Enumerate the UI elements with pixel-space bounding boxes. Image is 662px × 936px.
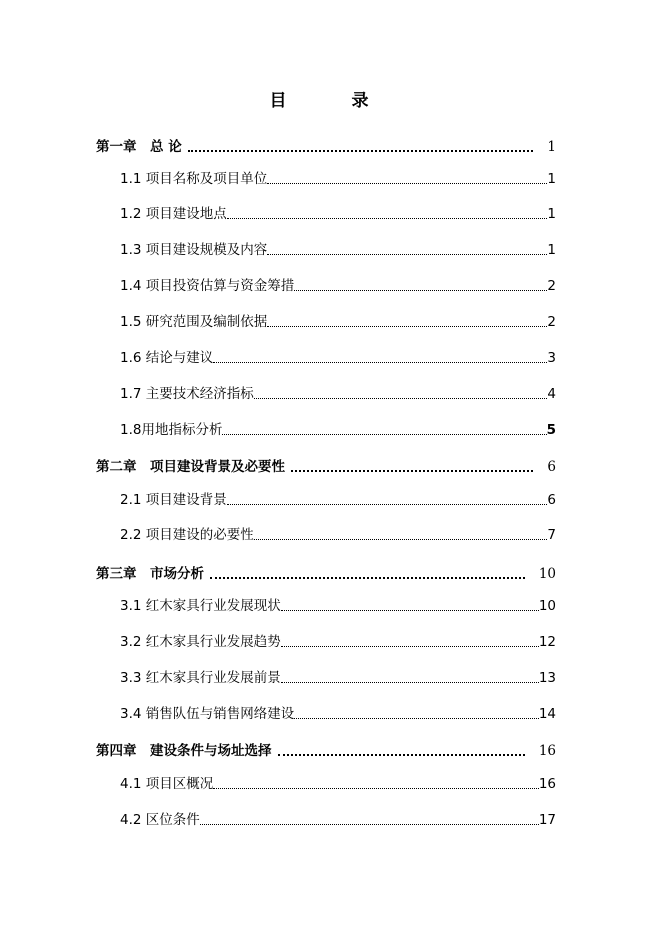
toc-entry-chapter-4[interactable] xyxy=(96,740,556,760)
toc-entry-page: 2 xyxy=(547,314,556,330)
toc-entry-section-1-6[interactable] xyxy=(120,347,556,367)
dot-leader xyxy=(200,824,539,825)
toc-entry-section-3-4[interactable] xyxy=(120,703,556,723)
toc-entry-section-3-2[interactable] xyxy=(120,631,556,651)
dot-leader xyxy=(294,718,539,719)
dot-leader xyxy=(267,326,547,327)
toc-entry-page: 1 xyxy=(547,171,556,187)
toc-entry-chapter-3[interactable] xyxy=(96,563,556,583)
toc-entry-section-1-1[interactable] xyxy=(120,168,556,188)
toc-entry-page: 17 xyxy=(538,812,556,828)
toc-entry-label: 1.5 研究范围及编制依据 xyxy=(120,314,268,330)
toc-entry-label: 1.2 项目建设地点 xyxy=(120,206,227,222)
dot-leader xyxy=(213,788,539,789)
dot-leader xyxy=(281,646,539,647)
toc-entry-label: 第二章 项目建设背景及必要性 xyxy=(96,459,285,475)
toc-entry-section-1-2[interactable] xyxy=(120,203,556,223)
toc-entry-page: 10 xyxy=(538,566,556,582)
toc-entry-label: 1.8用地指标分析 xyxy=(120,422,223,438)
toc-entry-section-2-1[interactable] xyxy=(120,489,556,509)
toc-entry-page: 7 xyxy=(547,527,556,543)
toc-entry-section-4-2[interactable] xyxy=(120,809,556,829)
toc-entry-page: 4 xyxy=(547,386,556,402)
toc-entry-page: 16 xyxy=(538,743,556,759)
toc-entry-label: 4.1 项目区概况 xyxy=(120,776,214,792)
dot-leader xyxy=(291,470,533,472)
toc-entry-chapter-2[interactable] xyxy=(96,456,556,476)
toc-entry-page: 3 xyxy=(547,350,556,366)
dot-leader xyxy=(222,434,546,435)
dot-leader xyxy=(213,362,547,363)
dot-leader xyxy=(281,610,539,611)
toc-entry-section-1-8[interactable] xyxy=(120,419,556,439)
toc-entry-page: 1 xyxy=(547,139,556,155)
toc-entry-label: 1.4 项目投资估算与资金筹措 xyxy=(120,278,295,294)
toc-entry-section-1-4[interactable] xyxy=(120,275,556,295)
toc-entry-label: 2.1 项目建设背景 xyxy=(120,492,227,508)
toc-entry-label: 3.4 销售队伍与销售网络建设 xyxy=(120,706,295,722)
toc-entry-section-1-7[interactable] xyxy=(120,383,556,403)
toc-entry-page: 1 xyxy=(547,242,556,258)
page-title: 目 录 xyxy=(269,91,393,111)
toc-entry-page: 14 xyxy=(538,706,556,722)
dot-leader xyxy=(254,539,548,540)
toc-entry-page: 12 xyxy=(538,634,556,650)
toc-entry-label: 1.1 项目名称及项目单位 xyxy=(120,171,268,187)
toc-entry-page: 5 xyxy=(546,422,556,438)
toc-entry-label: 第一章 总 论 xyxy=(96,139,182,155)
toc-entry-label: 第四章 建设条件与场址选择 xyxy=(96,743,272,759)
toc-entry-label: 4.2 区位条件 xyxy=(120,812,200,828)
dot-leader xyxy=(227,504,548,505)
toc-entry-section-3-1[interactable] xyxy=(120,595,556,615)
toc-entry-page: 16 xyxy=(538,776,556,792)
toc-entry-section-4-1[interactable] xyxy=(120,773,556,793)
toc-entry-page: 1 xyxy=(547,206,556,222)
toc-entry-label: 3.1 红木家具行业发展现状 xyxy=(120,598,281,614)
toc-entry-section-3-3[interactable] xyxy=(120,667,556,687)
toc-entry-page: 13 xyxy=(538,670,556,686)
toc-entry-label: 3.2 红木家具行业发展趋势 xyxy=(120,634,281,650)
toc-entry-label: 1.6 结论与建议 xyxy=(120,350,214,366)
dot-leader xyxy=(188,150,534,152)
dot-leader xyxy=(281,682,539,683)
toc-entry-section-2-2[interactable] xyxy=(120,524,556,544)
toc-entry-label: 第三章 市场分析 xyxy=(96,566,204,582)
dot-leader xyxy=(294,290,547,291)
dot-leader xyxy=(267,254,547,255)
toc-entry-label: 1.7 主要技术经济指标 xyxy=(120,386,254,402)
toc-entry-section-1-5[interactable] xyxy=(120,311,556,331)
toc-entry-label: 2.2 项目建设的必要性 xyxy=(120,527,254,543)
toc-entry-page: 10 xyxy=(538,598,556,614)
toc-entry-label: 3.3 红木家具行业发展前景 xyxy=(120,670,281,686)
toc-entry-section-1-3[interactable] xyxy=(120,239,556,259)
toc-entry-page: 6 xyxy=(547,459,556,475)
dot-leader xyxy=(278,754,525,756)
dot-leader xyxy=(267,183,547,184)
toc-entry-label: 1.3 项目建设规模及内容 xyxy=(120,242,268,258)
dot-leader xyxy=(254,398,548,399)
dot-leader xyxy=(210,577,525,579)
toc-entry-chapter-1[interactable] xyxy=(96,136,556,156)
toc-entry-page: 6 xyxy=(547,492,556,508)
dot-leader xyxy=(227,218,548,219)
toc-entry-page: 2 xyxy=(547,278,556,294)
